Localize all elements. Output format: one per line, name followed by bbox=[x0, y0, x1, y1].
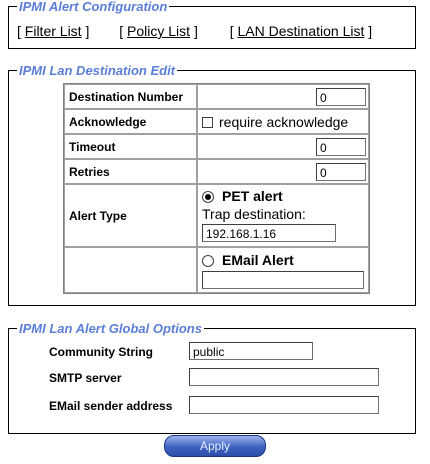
lan-destination-list-link[interactable]: LAN Destination List bbox=[237, 23, 365, 39]
require-acknowledge-label: require acknowledge bbox=[219, 113, 349, 130]
community-string-label: Community String bbox=[49, 345, 153, 359]
email-sender-input[interactable] bbox=[189, 396, 379, 414]
trap-destination-input[interactable]: 192.168.1.16 bbox=[202, 224, 336, 242]
destination-edit-table bbox=[63, 83, 370, 294]
table-row bbox=[64, 247, 369, 293]
table-row bbox=[64, 134, 369, 159]
email-alert-label: EMail Alert bbox=[222, 252, 294, 268]
apply-button[interactable]: Apply bbox=[164, 435, 266, 457]
table-row bbox=[64, 184, 369, 247]
lan-destination-edit-legend: IPMI Lan Destination Edit bbox=[19, 63, 176, 78]
email-sender-label: EMail sender address bbox=[49, 399, 173, 413]
smtp-server-input[interactable] bbox=[189, 368, 379, 386]
acknowledge-label: Acknowledge bbox=[64, 109, 197, 134]
retries-input[interactable]: 0 bbox=[316, 163, 366, 181]
global-options-legend: IPMI Lan Alert Global Options bbox=[19, 321, 202, 336]
policy-list-link[interactable]: Policy List bbox=[127, 23, 191, 39]
table-row bbox=[64, 109, 369, 134]
alert-configuration-group bbox=[8, 0, 416, 49]
global-options-group bbox=[8, 321, 416, 434]
alert-type-label: Alert Type bbox=[64, 184, 197, 247]
smtp-server-label: SMTP server bbox=[49, 371, 122, 385]
pet-alert-label: PET alert bbox=[222, 188, 283, 204]
timeout-input[interactable]: 0 bbox=[316, 138, 366, 156]
table-row bbox=[64, 84, 369, 109]
require-acknowledge-checkbox[interactable] bbox=[202, 117, 213, 128]
lan-destination-edit-group bbox=[8, 63, 416, 306]
retries-label: Retries bbox=[64, 159, 197, 184]
timeout-label: Timeout bbox=[64, 134, 197, 159]
table-row bbox=[64, 159, 369, 184]
destination-number-input[interactable]: 0 bbox=[316, 88, 366, 106]
pet-alert-radio[interactable] bbox=[202, 191, 214, 203]
filter-list-link[interactable]: Filter List bbox=[24, 23, 82, 39]
email-alert-radio[interactable] bbox=[202, 255, 214, 267]
community-string-input[interactable]: public bbox=[189, 342, 313, 360]
destination-number-label: Destination Number bbox=[64, 84, 197, 109]
trap-destination-label: Trap destination: bbox=[202, 206, 306, 222]
config-nav: [ Filter List ] [ Policy List ] [ LAN Destination List ] bbox=[17, 23, 373, 39]
email-alert-input[interactable] bbox=[202, 271, 364, 289]
alert-configuration-legend: IPMI Alert Configuration bbox=[19, 0, 168, 14]
